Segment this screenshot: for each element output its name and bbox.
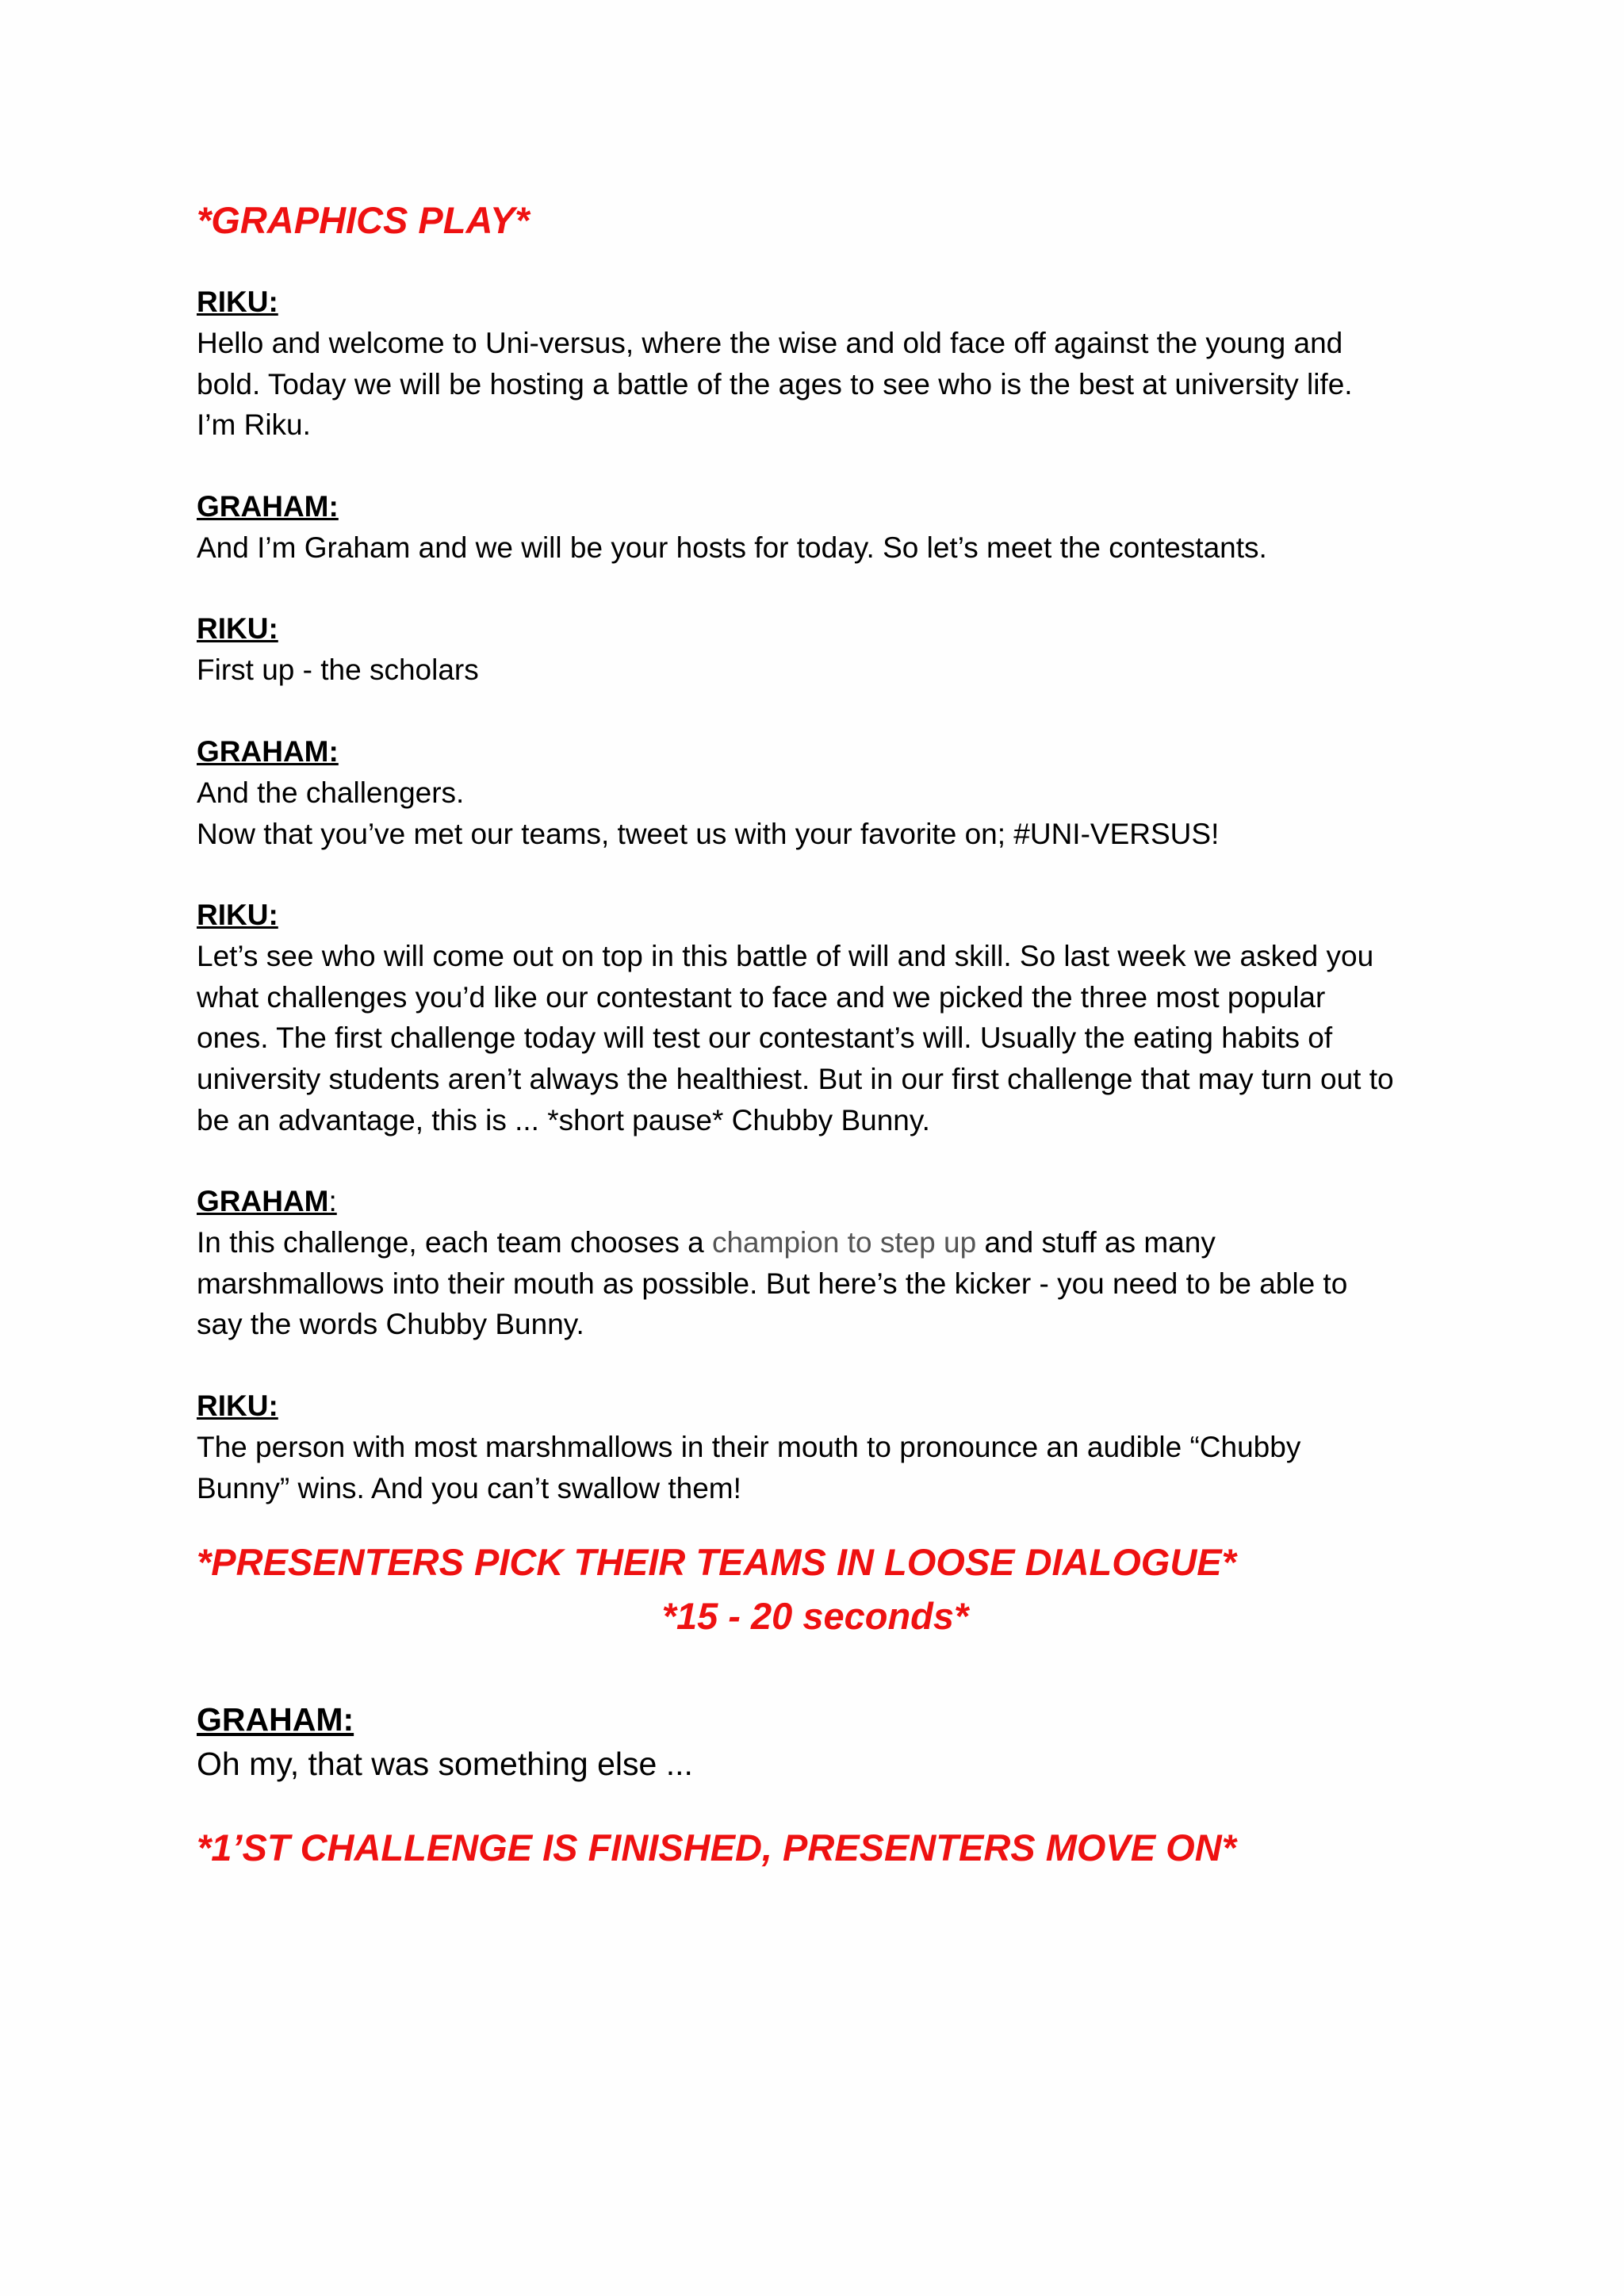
dialogue-line: Bunny” wins. And you can’t swallow them! <box>197 1471 741 1504</box>
dialogue-line: ones. The first challenge today will test our contestant’s will. Usually the eating habits of <box>197 1022 1333 1055</box>
speaker-label: RIKU: <box>197 1389 278 1422</box>
dialogue-line: say the words Chubby Bunny. <box>197 1308 584 1341</box>
dialogue-block-riku-2 <box>197 608 1434 691</box>
dialogue-line: The person with most marshmallows in their mouth to pronounce an audible “Chubby <box>197 1430 1301 1463</box>
speaker-label: GRAHAM: <box>197 1701 354 1738</box>
line-segment: and stuff as many <box>976 1226 1216 1259</box>
dialogue-line <box>197 1222 1434 1263</box>
dialogue-block-riku-1 <box>197 282 1434 446</box>
speaker-colon: : <box>328 1185 337 1218</box>
line-segment: In this challenge, each team chooses a <box>197 1226 712 1259</box>
dialogue-line: what challenges you’d like our contestant to face and we picked the three most popular <box>197 980 1326 1014</box>
dialogue-block-graham-4 <box>197 1697 1434 1786</box>
speaker-label: GRAHAM: <box>197 734 339 768</box>
script-content <box>197 194 1434 1875</box>
dialogue-line: Let’s see who will come out on top in this battle of will and skill. So last week we asked you <box>197 940 1374 973</box>
dialogue-line: bold. Today we will be hosting a battle of the ages to see who is the best at university life. <box>197 367 1353 401</box>
direction-graphics-play: *GRAPHICS PLAY* <box>197 199 530 241</box>
dialogue-line: Hello and welcome to Uni-versus, where the wise and old face off against the young and <box>197 327 1343 359</box>
line-segment-gray: champion to step up <box>711 1226 977 1259</box>
dialogue-line: I’m Riku. <box>197 408 311 442</box>
speaker-label: RIKU: <box>197 286 278 318</box>
dialogue-line: First up - the scholars <box>197 654 479 687</box>
speaker-label: RIKU: <box>197 899 278 932</box>
dialogue-block-graham-2 <box>197 731 1434 854</box>
direction-duration: *15 - 20 seconds* <box>661 1595 969 1638</box>
dialogue-line: Oh my, that was something else ... <box>197 1746 693 1783</box>
dialogue-line: marshmallows into their mouth as possible. But here’s the kicker - you need to be able to <box>197 1267 1348 1300</box>
speaker-label: RIKU: <box>197 612 278 646</box>
dialogue-line: Now that you’ve met our teams, tweet us with your favorite on; #UNI-VERSUS! <box>197 817 1220 850</box>
dialogue-block-graham-3 <box>197 1181 1434 1345</box>
speaker-label: GRAHAM: <box>197 489 339 523</box>
direction-presenters-pick: *PRESENTERS PICK THEIR TEAMS IN LOOSE DIALOGUE* <box>197 1541 1236 1584</box>
dialogue-block-riku-4 <box>197 1386 1434 1508</box>
dialogue-block-riku-3 <box>197 895 1434 1140</box>
dialogue-line: And I’m Graham and we will be your hosts for today. So let’s meet the contestants. <box>197 531 1267 564</box>
speaker-name: GRAHAM <box>197 1185 329 1218</box>
dialogue-line: be an advantage, this is ... *short pause* Chubby Bunny. <box>197 1103 930 1137</box>
dialogue-line: And the challengers. <box>197 776 465 809</box>
speaker-label <box>197 1181 1434 1222</box>
dialogue-block-graham-1 <box>197 486 1434 569</box>
direction-challenge-finished: *1’ST CHALLENGE IS FINISHED, PRESENTERS MOVE ON* <box>197 1826 1236 1869</box>
dialogue-line: university students aren’t always the healthiest. But in our first challenge that may turn out to <box>197 1062 1394 1095</box>
